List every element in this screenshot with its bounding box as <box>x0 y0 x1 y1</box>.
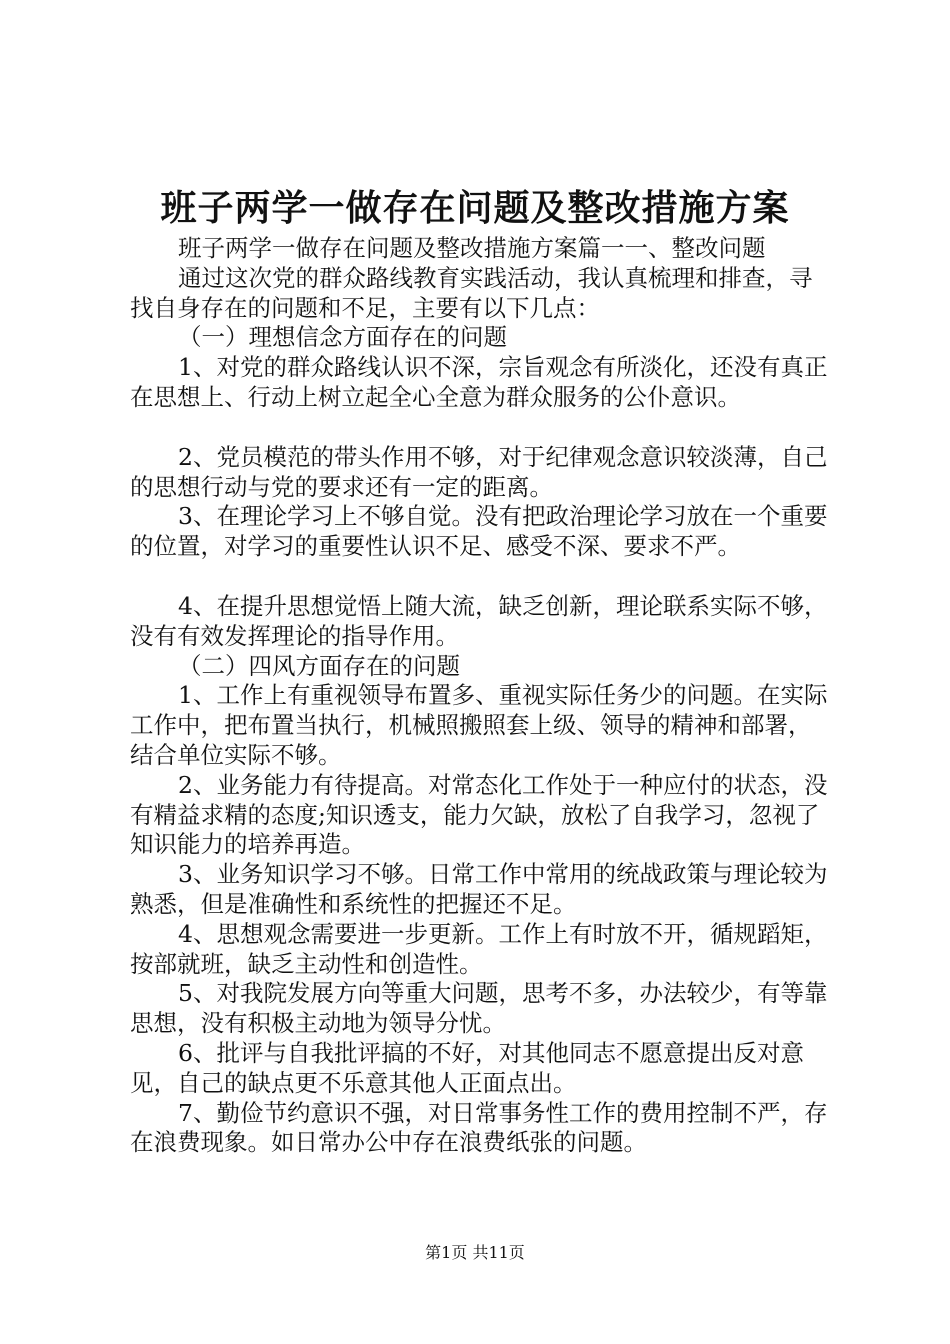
paragraph-item: 4、思想观念需要进一步更新。工作上有时放不开，循规蹈矩，按部就班，缺乏主动性和创造性。 <box>130 919 828 978</box>
paragraph-item: 3、业务知识学习不够。日常工作中常用的统战政策与理论较为熟悉，但是准确性和系统性的把握还不足。 <box>130 860 828 918</box>
paragraph-item: 3、在理论学习上不够自觉。没有把政治理论学习放在一个重要的位置，对学习的重要性认识不足、感受不深、要求不严。 <box>130 502 828 561</box>
page-number-footer: 第1页 共11页 <box>425 1243 525 1262</box>
section-heading-four-styles: （二）四风方面存在的问题 <box>178 651 460 680</box>
paragraph-item: 2、业务能力有待提高。对常态化工作处于一种应付的状态，没有精益求精的态度;知识透支，能力欠缺，放松了自我学习，忽视了知识能力的培养再造。 <box>130 770 828 859</box>
paragraph-item: 5、对我院发展方向等重大问题，思考不多，办法较少，有等靠思想，没有积极主动地为领导分忧。 <box>130 979 828 1038</box>
document-title: 班子两学一做存在问题及整改措施方案 <box>160 187 790 229</box>
paragraph-item: 7、勤俭节约意识不强，对日常事务性工作的费用控制不严，存在浪费现象。如日常办公中存在浪费纸张的问题。 <box>130 1098 828 1157</box>
paragraph-item: 1、对党的群众路线认识不深，宗旨观念有所淡化，还没有真正在思想上、行动上树立起全心全意为群众服务的公仆意识。 <box>130 353 828 411</box>
paragraph-heading-line: 班子两学一做存在问题及整改措施方案篇一一、整改问题 <box>178 234 766 262</box>
section-heading-ideals: （一）理想信念方面存在的问题 <box>178 323 507 352</box>
paragraph-item: 1、工作上有重视领导布置多、重视实际任务少的问题。在实际工作中，把布置当执行，机械照搬照套上级、领导的精神和部署，结合单位实际不够。 <box>130 681 828 769</box>
paragraph-item: 4、在提升思想觉悟上随大流，缺乏创新，理论联系实际不够，没有有效发挥理论的指导作用。 <box>130 591 828 650</box>
paragraph-item: 6、批评与自我批评搞的不好，对其他同志不愿意提出反对意见，自己的缺点更不乐意其他人正面点出。 <box>130 1038 804 1097</box>
paragraph-item: 2、党员模范的带头作用不够，对于纪律观念意识较淡薄，自己的思想行动与党的要求还有一定的距离。 <box>130 442 828 501</box>
document-body <box>130 234 830 1158</box>
paragraph-intro: 通过这次党的群众路线教育实践活动，我认真梳理和排查，寻找自身存在的问题和不足，主要有以下几点： <box>130 263 813 322</box>
